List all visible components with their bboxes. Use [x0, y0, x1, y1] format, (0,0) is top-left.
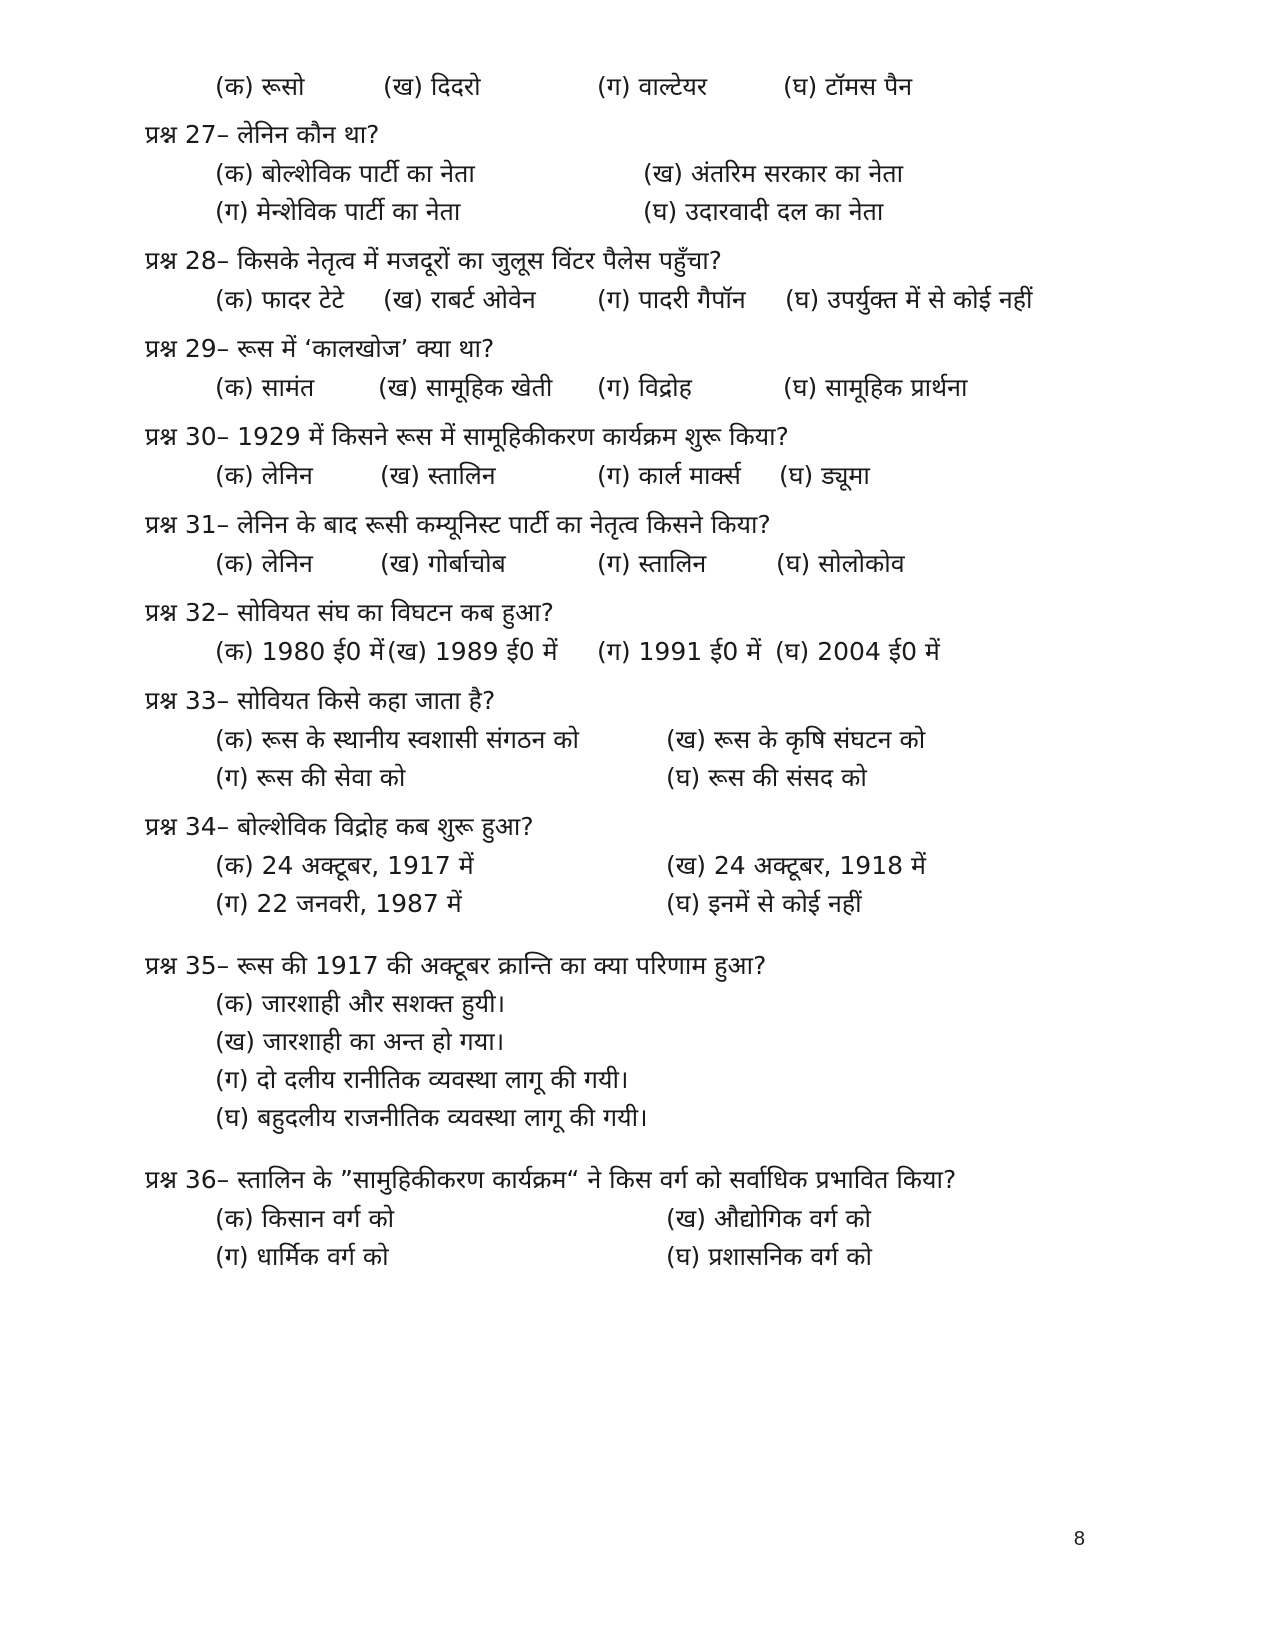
question-29: प्रश्न 29– रूस में ‘कालखोज’ क्या था? — [145, 334, 495, 363]
q36-option-gha: (घ) प्रशासनिक वर्ग को — [666, 1242, 872, 1271]
q30-option-ka: (क) लेनिन — [215, 461, 313, 490]
q30-option-gha: (घ) ड्यूमा — [779, 461, 870, 490]
q35-option-gha: (घ) बहुदलीय राजनीतिक व्यवस्था लागू की गयी। — [215, 1103, 648, 1132]
q28-option-ka: (क) फादर टेटे — [215, 285, 345, 314]
question-35: प्रश्न 35– रूस की 1917 की अक्टूबर क्रान्ति का क्या परिणाम हुआ? — [145, 951, 767, 980]
q27-option-ga: (ग) मेन्शेविक पार्टी का नेता — [215, 197, 461, 226]
q28-option-kha: (ख) राबर्ट ओवेन — [383, 285, 536, 314]
q26-option-ka: (क) रूसो — [215, 72, 305, 101]
q34-option-gha: (घ) इनमें से कोई नहीं — [666, 889, 862, 918]
q27-option-gha: (घ) उदारवादी दल का नेता — [643, 197, 884, 226]
q36-option-ga: (ग) धार्मिक वर्ग को — [215, 1242, 389, 1271]
question-31: प्रश्न 31– लेनिन के बाद रूसी कम्यूनिस्ट पार्टी का नेतृत्व किसने किया? — [145, 510, 771, 539]
q26-option-kha: (ख) दिदरो — [383, 72, 481, 101]
q33-option-ga: (ग) रूस की सेवा को — [215, 763, 406, 792]
q28-option-gha: (घ) उपर्युक्त में से कोई नहीं — [785, 285, 1033, 314]
q33-option-ka: (क) रूस के स्थानीय स्वशासी संगठन को — [215, 725, 579, 754]
q34-option-kha: (ख) 24 अक्टूबर, 1918 में — [666, 851, 926, 880]
q34-option-ga: (ग) 22 जनवरी, 1987 में — [215, 889, 462, 918]
q29-option-ka: (क) सामंत — [215, 373, 315, 402]
q35-option-ka: (क) जारशाही और सशक्त हुयी। — [215, 989, 506, 1018]
q33-option-gha: (घ) रूस की संसद को — [666, 763, 867, 792]
q28-option-ga: (ग) पादरी गैपॉन — [597, 285, 746, 314]
q31-option-ka: (क) लेनिन — [215, 549, 313, 578]
q32-option-gha: (घ) 2004 ई0 में — [775, 637, 940, 666]
question-33: प्रश्न 33– सोवियत किसे कहा जाता है? — [145, 686, 496, 715]
q33-option-kha: (ख) रूस के कृषि संघटन को — [666, 725, 926, 754]
q27-option-kha: (ख) अंतरिम सरकार का नेता — [643, 159, 904, 188]
q31-option-gha: (घ) सोलोकोव — [776, 549, 905, 578]
q29-option-gha: (घ) सामूहिक प्रार्थना — [783, 373, 968, 402]
q26-option-gha: (घ) टॉमस पैन — [783, 72, 913, 101]
q30-option-kha: (ख) स्तालिन — [380, 461, 496, 490]
question-30: प्रश्न 30– 1929 में किसने रूस में सामूहिकीकरण कार्यक्रम शुरू किया? — [145, 422, 789, 451]
q32-option-ka: (क) 1980 ई0 में — [215, 637, 385, 666]
q32-option-kha: (ख) 1989 ई0 में — [387, 637, 558, 666]
q35-option-kha: (ख) जारशाही का अन्त हो गया। — [215, 1027, 505, 1056]
q32-option-ga: (ग) 1991 ई0 में — [597, 637, 762, 666]
question-28: प्रश्न 28– किसके नेतृत्व में मजदूरों का जुलूस विंटर पैलेस पहुँचा? — [145, 246, 722, 275]
q29-option-ga: (ग) विद्रोह — [597, 373, 692, 402]
question-36: प्रश्न 36– स्तालिन के ”सामुहिकीकरण कार्यक्रम“ ने किस वर्ग को सर्वाधिक प्रभावित किया? — [145, 1165, 957, 1194]
q36-option-kha: (ख) औद्योगिक वर्ग को — [666, 1204, 871, 1233]
page-number: 8 — [1073, 1528, 1085, 1550]
q34-option-ka: (क) 24 अक्टूबर, 1917 में — [215, 851, 474, 880]
q30-option-ga: (ग) कार्ल मार्क्स — [597, 461, 741, 490]
q31-option-kha: (ख) गोर्बाचोब — [380, 549, 506, 578]
question-34: प्रश्न 34– बोल्शेविक विद्रोह कब शुरू हुआ? — [145, 812, 534, 841]
q31-option-ga: (ग) स्तालिन — [597, 549, 707, 578]
q29-option-kha: (ख) सामूहिक खेती — [378, 373, 553, 402]
q36-option-ka: (क) किसान वर्ग को — [215, 1204, 395, 1233]
question-32: प्रश्न 32– सोवियत संघ का विघटन कब हुआ? — [145, 598, 554, 627]
q27-option-ka: (क) बोल्शेविक पार्टी का नेता — [215, 159, 475, 188]
question-27: प्रश्न 27– लेनिन कौन था? — [145, 120, 380, 149]
q35-option-ga: (ग) दो दलीय रानीतिक व्यवस्था लागू की गयी। — [215, 1065, 629, 1094]
q26-option-ga: (ग) वाल्टेयर — [597, 72, 708, 101]
